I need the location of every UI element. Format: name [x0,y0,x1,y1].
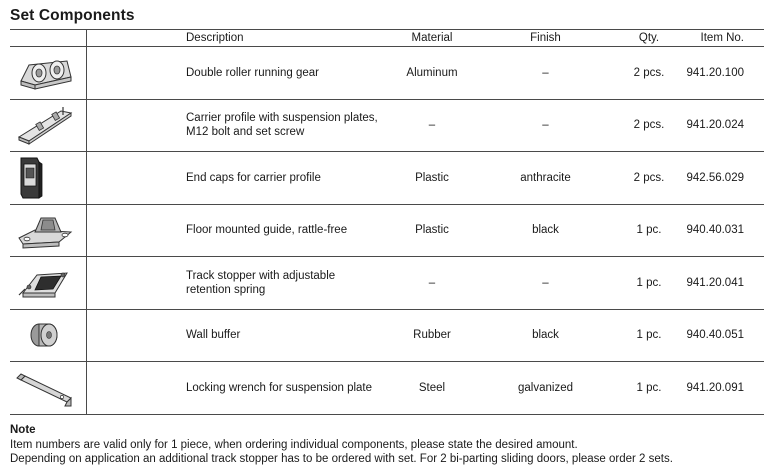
note-heading: Note [10,424,36,436]
header-item-no: Item No. [679,30,764,47]
row-image-cell [10,47,87,100]
row-image-cell [10,152,87,205]
description-text: Wall buffer [186,329,241,342]
table-row [10,152,764,205]
header-qty: Qty. [619,30,679,47]
row-item-no: 940.40.031 [679,204,764,257]
header-image [10,30,87,47]
row-item-no: 942.56.029 [679,152,764,205]
row-material: – [392,257,472,310]
row-material: Aluminum [392,47,472,100]
row-finish: black [472,309,619,362]
row-material: Rubber [392,309,472,362]
row-finish: – [472,257,619,310]
note-section [10,423,673,467]
table-row [10,99,764,152]
row-item-no: 940.40.051 [679,309,764,362]
note-line-1: Item numbers are valid only for 1 piece, when ordering individual components, please state the desired amount. [10,438,578,451]
note-line-2: Depending on application an additional track stopper has to be ordered with set. For 2 bi-parting sliding doors, please order 2 sets. [10,453,673,465]
header-finish: Finish [472,30,619,47]
row-finish: anthracite [472,152,619,205]
row-description [87,309,393,362]
description-text: End caps for carrier profile [186,171,321,184]
table-row [10,47,764,100]
row-description [87,99,393,152]
row-image-cell [10,99,87,152]
description-text: Floor mounted guide, rattle-free [186,224,348,237]
end-cap-icon [15,156,75,200]
row-material: Steel [392,362,472,415]
row-image-cell [10,257,87,310]
row-description [87,152,393,205]
row-item-no: 941.20.041 [679,257,764,310]
row-finish: black [472,204,619,257]
table-header-row [10,30,764,47]
row-image-cell [10,309,87,362]
wall-buffer-icon [15,313,75,357]
row-image-cell [10,362,87,415]
carrier-profile-icon [15,103,75,147]
row-item-no: 941.20.024 [679,99,764,152]
row-finish: – [472,99,619,152]
page-title: Set Components [10,7,135,24]
row-description [87,362,393,415]
row-description [87,257,393,310]
row-qty: 1 pc. [619,257,679,310]
row-description [87,204,393,257]
description-text: Double roller running gear [186,66,319,79]
table-row [10,362,764,415]
description-text: Track stopper with adjustable retention spring [186,269,336,296]
header-material: Material [392,30,472,47]
double-roller-running-gear-icon [15,51,75,95]
row-qty: 2 pcs. [619,47,679,100]
row-qty: 1 pc. [619,204,679,257]
description-text: Locking wrench for suspension plate [186,381,373,394]
row-finish: galvanized [472,362,619,415]
row-qty: 1 pc. [619,309,679,362]
row-image-cell [10,204,87,257]
row-description [87,47,393,100]
header-description: Description [87,30,393,47]
row-qty: 1 pc. [619,362,679,415]
track-stopper-icon [15,261,75,305]
floor-guide-icon [15,208,75,252]
row-material: Plastic [392,152,472,205]
row-material: Plastic [392,204,472,257]
row-qty: 2 pcs. [619,152,679,205]
table-row [10,204,764,257]
row-qty: 2 pcs. [619,99,679,152]
row-material: – [392,99,472,152]
description-text: Carrier profile with suspension plates, M12 bolt and set screw [186,112,378,139]
components-table [10,29,764,415]
row-finish: – [472,47,619,100]
table-row [10,309,764,362]
locking-wrench-icon [15,366,75,410]
row-item-no: 941.20.100 [679,47,764,100]
table-row [10,257,764,310]
row-item-no: 941.20.091 [679,362,764,415]
